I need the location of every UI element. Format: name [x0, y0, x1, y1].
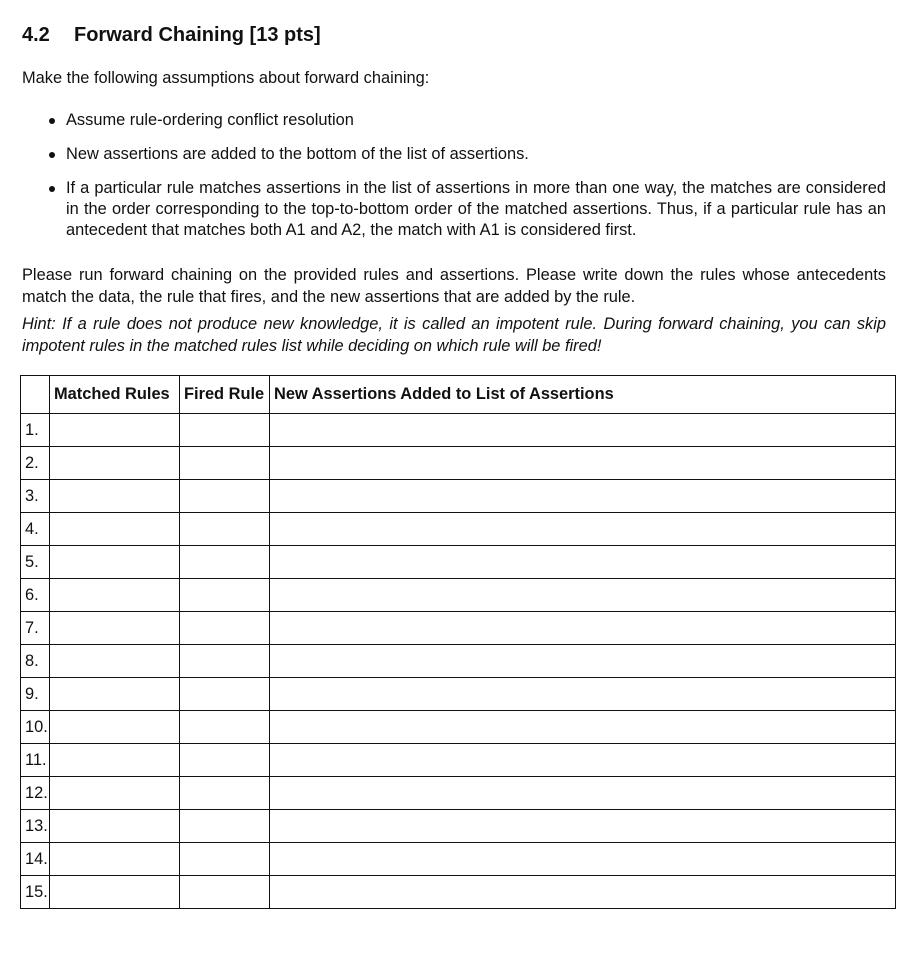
matched-rules-cell[interactable] — [49, 743, 179, 776]
table-row — [20, 578, 896, 611]
new-assertions-cell[interactable] — [269, 743, 896, 776]
matched-rules-cell[interactable] — [49, 677, 179, 710]
matched-rules-cell[interactable] — [49, 611, 179, 644]
new-assertions-cell[interactable] — [269, 512, 896, 545]
matched-rules-cell[interactable] — [49, 479, 179, 512]
step-number: 13. — [20, 809, 49, 842]
matched-rules-cell[interactable] — [49, 809, 179, 842]
fired-rule-cell[interactable] — [179, 545, 269, 578]
section-heading — [22, 24, 321, 47]
step-number: 15. — [20, 875, 49, 908]
assumption-item: If a particular rule matches assertions in the list of assertions in more than one way, the matches are considered in the order corresponding to the top-to-bottom order of the matched assertions. Thus, if a particular rule has an antecedent that matches both A1 and A2, the match with A1 is considered first. — [22, 178, 886, 241]
new-assertions-cell[interactable] — [269, 710, 896, 743]
matched-rules-cell[interactable] — [49, 776, 179, 809]
fired-rule-cell[interactable] — [179, 710, 269, 743]
step-number: 2. — [20, 446, 49, 479]
step-number: 11. — [20, 743, 49, 776]
table-row — [20, 710, 896, 743]
step-number: 5. — [20, 545, 49, 578]
new-assertions-cell[interactable] — [269, 776, 896, 809]
new-assertions-cell[interactable] — [269, 545, 896, 578]
new-assertions-cell[interactable] — [269, 644, 896, 677]
matched-rules-cell[interactable] — [49, 446, 179, 479]
table-row — [20, 677, 896, 710]
new-assertions-cell[interactable] — [269, 446, 896, 479]
fired-rule-cell[interactable] — [179, 809, 269, 842]
fired-rule-cell[interactable] — [179, 512, 269, 545]
step-number: 4. — [20, 512, 49, 545]
step-number: 6. — [20, 578, 49, 611]
step-number: 12. — [20, 776, 49, 809]
new-assertions-cell[interactable] — [269, 677, 896, 710]
step-number: 7. — [20, 611, 49, 644]
table-row — [20, 644, 896, 677]
fired-rule-cell[interactable] — [179, 743, 269, 776]
table-row — [20, 512, 896, 545]
table-row — [20, 809, 896, 842]
column-header-step — [20, 376, 49, 413]
hint-text: Hint: If a rule does not produce new knowledge, it is called an impotent rule. During forward chaining, you can skip impotent rules in the matched rules list while deciding on which rule will be fired! — [22, 315, 886, 355]
matched-rules-cell[interactable] — [49, 842, 179, 875]
matched-rules-cell[interactable] — [49, 875, 179, 908]
table-row — [20, 545, 896, 578]
fired-rule-cell[interactable] — [179, 842, 269, 875]
section-title: Forward Chaining [13 pts] — [74, 24, 321, 46]
matched-rules-cell[interactable] — [49, 545, 179, 578]
new-assertions-cell[interactable] — [269, 413, 896, 446]
fired-rule-cell[interactable] — [179, 446, 269, 479]
table-row — [20, 743, 896, 776]
fired-rule-cell[interactable] — [179, 578, 269, 611]
new-assertions-cell[interactable] — [269, 842, 896, 875]
fired-rule-cell[interactable] — [179, 677, 269, 710]
forward-chaining-table — [20, 375, 896, 909]
table-header-row — [20, 376, 896, 413]
matched-rules-cell[interactable] — [49, 413, 179, 446]
step-number: 14. — [20, 842, 49, 875]
fired-rule-cell[interactable] — [179, 413, 269, 446]
table-row — [20, 446, 896, 479]
table-row — [20, 875, 896, 908]
assumption-item: New assertions are added to the bottom of the list of assertions. — [22, 144, 886, 165]
table-row — [20, 611, 896, 644]
column-header-new-assertions: New Assertions Added to List of Assertions — [269, 376, 896, 413]
step-number: 8. — [20, 644, 49, 677]
intro-text: Make the following assumptions about forward chaining: — [22, 69, 430, 87]
fired-rule-cell[interactable] — [179, 644, 269, 677]
step-number: 3. — [20, 479, 49, 512]
fired-rule-cell[interactable] — [179, 611, 269, 644]
new-assertions-cell[interactable] — [269, 578, 896, 611]
table-row — [20, 776, 896, 809]
fired-rule-cell[interactable] — [179, 776, 269, 809]
assumption-item: Assume rule-ordering conflict resolution — [22, 110, 886, 131]
table-row — [20, 413, 896, 446]
step-number: 1. — [20, 413, 49, 446]
matched-rules-cell[interactable] — [49, 512, 179, 545]
matched-rules-cell[interactable] — [49, 710, 179, 743]
column-header-fired-rule: Fired Rule — [179, 376, 269, 413]
new-assertions-cell[interactable] — [269, 809, 896, 842]
assumption-list — [22, 110, 886, 254]
table-row — [20, 842, 896, 875]
matched-rules-cell[interactable] — [49, 578, 179, 611]
step-number: 10. — [20, 710, 49, 743]
matched-rules-cell[interactable] — [49, 644, 179, 677]
fired-rule-cell[interactable] — [179, 875, 269, 908]
new-assertions-cell[interactable] — [269, 875, 896, 908]
instructions-text: Please run forward chaining on the provided rules and assertions. Please write down the rules whose antecedents match the data, the rule that fires, and the new assertions that are added by the rule. — [22, 266, 886, 306]
table-body — [20, 413, 896, 908]
section-number: 4.2 — [22, 24, 50, 46]
new-assertions-cell[interactable] — [269, 611, 896, 644]
fired-rule-cell[interactable] — [179, 479, 269, 512]
new-assertions-cell[interactable] — [269, 479, 896, 512]
column-header-matched-rules: Matched Rules — [49, 376, 179, 413]
table-row — [20, 479, 896, 512]
step-number: 9. — [20, 677, 49, 710]
